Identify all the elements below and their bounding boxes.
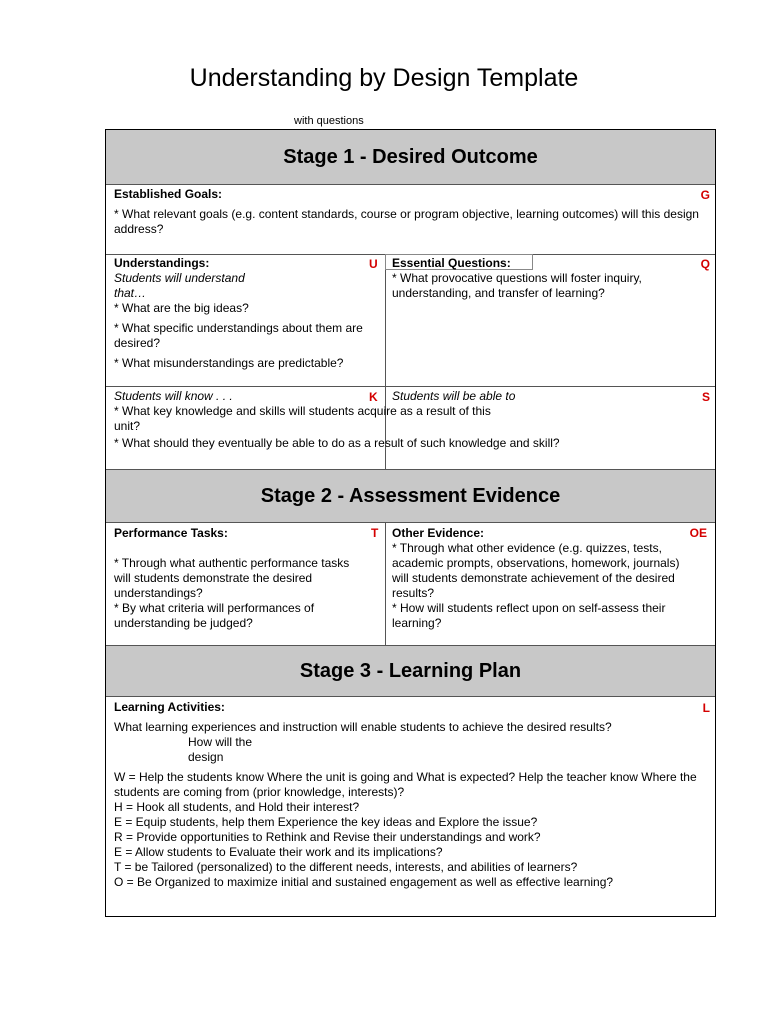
- understandings-question: * What are the big ideas?: [114, 301, 249, 315]
- stage3-title: Stage 3 - Learning Plan: [299, 659, 522, 682]
- document-subtitle: with questions: [294, 115, 364, 127]
- other-evidence-cell: [392, 526, 692, 631]
- learning-activities-letter: L: [702, 701, 710, 715]
- know-text-2: * What should they eventually be able to do as a result of such knowledge and skill?: [114, 436, 560, 450]
- performance-tasks-question: * By what criteria will performances of understanding be judged?: [114, 601, 315, 630]
- able-letter: S: [701, 390, 710, 404]
- understandings-cell: [114, 256, 380, 371]
- stage1-title: Stage 1 - Desired Outcome: [283, 145, 538, 168]
- performance-tasks-letter: T: [371, 526, 379, 540]
- students-will-be-able-label: Students will be able to: [392, 389, 516, 403]
- whereto-item: E = Equip students, help them Experience the key ideas and Explore the issue?: [114, 815, 538, 829]
- performance-tasks-label: Performance Tasks:: [114, 526, 228, 540]
- whereto-item: H = Hook all students, and Hold their interest?: [114, 800, 360, 814]
- document-title: Understanding by Design Template: [189, 64, 579, 92]
- essential-questions-cell: [392, 256, 692, 301]
- know-letter: K: [369, 390, 378, 404]
- know-text-1: * What key knowledge and skills will students acquire as a result of this unit?: [114, 404, 491, 433]
- learning-activities-label: Learning Activities:: [114, 700, 225, 714]
- divider-line: [106, 386, 715, 387]
- understandings-question: * What misunderstandings are predictable?: [114, 356, 344, 370]
- whereto-item: E = Allow students to Evaluate their work and its implications?: [114, 845, 443, 859]
- stage1-header: [106, 130, 715, 185]
- learning-activities-how-1: How will the: [188, 735, 253, 749]
- whereto-item: R = Provide opportunities to Rethink and Revise their understandings and work?: [114, 830, 541, 844]
- other-evidence-question: * Through what other evidence (e.g. quizzes, tests, academic prompts, observations, homework, journals) will students demonstrate achievement of the desired results?: [392, 541, 680, 600]
- performance-tasks-cell: [114, 526, 354, 631]
- whereto-item: O = Be Organized to maximize initial and sustained engagement as well as effective learning?: [114, 875, 614, 889]
- other-evidence-label: Other Evidence:: [392, 526, 485, 540]
- whereto-item: T = be Tailored (personalized) to the different needs, interests, and abilities of learners?: [114, 860, 578, 874]
- essential-questions-label: Essential Questions:: [392, 256, 511, 270]
- column-divider: [385, 523, 386, 645]
- essential-questions-letter: Q: [700, 257, 710, 271]
- stage2-header: [106, 469, 715, 523]
- understandings-label: Understandings:: [114, 256, 210, 270]
- understandings-question: * What specific understandings about them are desired?: [114, 321, 363, 350]
- learning-activities-cell: [114, 700, 706, 890]
- whereto-item: W = Help the students know Where the unit is going and What is expected? Help the teacher know Where the students are coming from (prior knowledge, interests)?: [114, 770, 697, 799]
- stage2-title: Stage 2 - Assessment Evidence: [260, 484, 561, 507]
- students-will-know-label: Students will know . . .: [114, 389, 233, 403]
- whereto-list: [114, 770, 706, 890]
- ubd-template-table: [105, 129, 716, 917]
- established-goals-label: Established Goals:: [114, 187, 223, 201]
- other-evidence-question: * How will students reflect upon on self-assess their learning?: [392, 601, 666, 630]
- performance-tasks-question: * Through what authentic performance tasks will students demonstrate the desired understandings?: [114, 556, 350, 600]
- understandings-intro-1: Students will understand: [114, 271, 245, 285]
- understandings-intro-2: that…: [114, 286, 147, 300]
- understandings-letter: U: [369, 257, 378, 271]
- learning-activities-how-2: design: [188, 750, 224, 764]
- established-goals-cell: [114, 187, 704, 237]
- goals-letter: G: [700, 188, 710, 202]
- essential-questions-text: * What provocative questions will foster inquiry, understanding, and transfer of learning?: [392, 271, 642, 300]
- other-evidence-letter: OE: [689, 526, 707, 540]
- established-goals-text: * What relevant goals (e.g. content standards, course or program objective, learning outcomes) will this design address?: [114, 207, 699, 236]
- stage3-header: [106, 645, 715, 697]
- learning-activities-intro: What learning experiences and instruction will enable students to achieve the desired results?: [114, 720, 612, 734]
